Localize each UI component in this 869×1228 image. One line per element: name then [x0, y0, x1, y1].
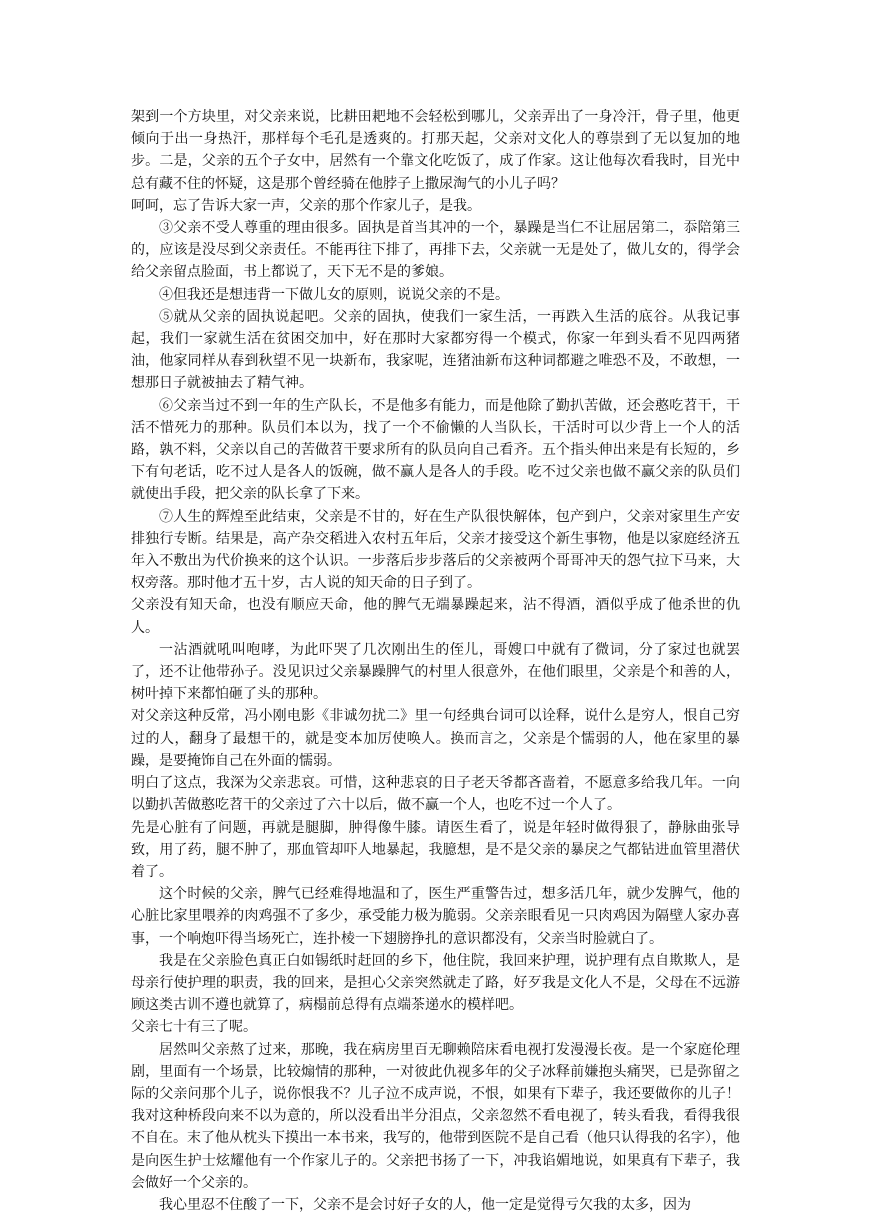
paragraph: 居然叫父亲熬了过来，那晚，我在病房里百无聊赖陪床看电视打发漫漫长夜。是一个家庭伦理剧，里面有一个场景，比较煽情的那种，一对彼此仇视多年的父子冰释前嫌抱头痛哭，已是弥留之际的父亲问那个儿子，说你恨我不？儿子泣不成声说，不恨，如果有下辈子，我还要做你的儿子！我对这种桥段向来不以为意的，所以没看出半分泪点，父亲忽然不看电视了，转头看我，看得我很不自在。末了他从枕头下摸出一本书来，我写的，他带到医院不是自己看（他只认得我的名字），他是向医生护士炫耀他有一个作家儿子的。父亲把书扬了一下，冲我谄媚地说，如果真有下辈子，我会做好一个父亲的。	[131, 1041, 740, 1191]
paragraph: ④但我还是想违背一下做儿女的原则，说说父亲的不是。	[159, 286, 509, 303]
paragraph: 对父亲这种反常，冯小刚电影《非诚勿扰二》里一句经典台词可以诠释，说什么是穷人，恨自己穷过的人，翻身了最想干的，就是变本加厉使唤人。换而言之，父亲是个懦弱的人，他在家里的暴躁，是要掩饰自己在外面的懦弱。	[131, 708, 740, 769]
paragraph: ③父亲不受人尊重的理由很多。固执是首当其冲的一个，暴躁是当仁不让屈居第二，忝陪第三的，应该是没尽到父亲责任。不能再往下排了，再排下去，父亲就一无是处了，做儿女的，得学会给父亲留点脸面，书上都说了，天下无不是的爹娘。	[131, 220, 740, 281]
paragraph: 先是心脏有了问题，再就是腿脚，肿得像牛膝。请医生看了，说是年轻时做得狠了，静脉曲张导致，用了药，腿不肿了，那血管却吓人地暴起，我臆想，是不是父亲的暴戾之气都钻进血管里潜伏着了。	[131, 819, 740, 880]
paragraph: ⑥父亲当过不到一年的生产队长，不是他多有能力，而是他除了勤扒苦做，还会憨吃苕干，干活不惜死力的那种。队员们本以为，找了一个不偷懒的人当队长，干活时可以少背上一个人的活路，孰不料，父亲以自己的苦做苕干要求所有的队员向自己看齐。五个指头伸出来是有长短的，乡下有句老话，吃不过人是各人的饭碗，做不赢人是各人的手段。吃不过父亲也做不赢父亲的队员们就使出手段，把父亲的队长拿了下来。	[131, 397, 740, 503]
paragraph: 明白了这点，我深为父亲悲哀。可惜，这种悲哀的日子老天爷都吝啬着，不愿意多给我几年。一向以勤扒苦做憨吃苕干的父亲过了六十以后，做不赢一个人，也吃不过一个人了。	[131, 775, 740, 814]
article-body	[131, 106, 740, 1216]
paragraph: 这个时候的父亲，脾气已经难得地温和了，医生严重警告过，想多活几年，就少发脾气，他的心脏比家里喂养的肉鸡强不了多少，承受能力极为脆弱。父亲亲眼看见一只肉鸡因为隔壁人家办喜事，一个响炮吓得当场死亡，连扑棱一下翅膀挣扎的意识都没有，父亲当时脸就白了。	[131, 886, 740, 947]
paragraph: 架到一个方块里，对父亲来说，比耕田耙地不会轻松到哪儿，父亲弄出了一身冷汗，骨子里，他更倾向于出一身热汗，那样每个毛孔是透爽的。打那天起，父亲对文化人的尊崇到了无以复加的地步。二是，父亲的五个子女中，居然有一个靠文化吃饭了，成了作家。这让他每次看我时，目光中总有藏不住的怀疑，这是那个曾经骑在他脖子上撒尿淘气的小儿子吗？	[131, 109, 740, 192]
paragraph: 我是在父亲脸色真正白如锡纸时赶回的乡下，他住院，我回来护理，说护理有点自欺欺人，是母亲行使护理的职责，我的回来，是担心父亲突然就走了路，好歹我是文化人不是，父母在不远游顾这类古训不遵也就算了，病榻前总得有点端茶递水的模样吧。	[131, 952, 740, 1014]
paragraph: 父亲没有知天命，也没有顺应天命，他的脾气无端暴躁起来，沾不得酒，酒似乎成了他杀世的仇人。	[131, 597, 740, 636]
paragraph: 一沾酒就吼叫咆哮，为此吓哭了几次刚出生的侄儿，哥嫂口中就有了微词，分了家过也就罢了，还不让他带孙子。没见识过父亲暴躁脾气的村里人很意外，在他们眼里，父亲是个和善的人，树叶掉下来都怕砸了头的那种。	[131, 641, 740, 703]
paragraph: 我心里忍不住酸了一下，父亲不是会讨好子女的人，他一定是觉得亏欠我的太多，因为	[159, 1196, 691, 1213]
paragraph: ⑤就从父亲的固执说起吧。父亲的固执，使我们一家生活，一再跌入生活的底谷。从我记事起，我们一家就生活在贫困交加中，好在那时大家都穷得一个模式，你家一年到头看不见四两猪油，他家同样从春到秋望不见一块新布，我家呢，连猪油新布这种词都避之唯恐不及，不敢想，一想那日子就被抽去了精气神。	[131, 308, 740, 392]
paragraph: 呵呵，忘了告诉大家一声，父亲的那个作家儿子，是我。	[131, 197, 481, 214]
paragraph: 父亲七十有三了呢。	[131, 1019, 257, 1036]
paragraph: ⑦人生的辉煌至此结束，父亲是不甘的，好在生产队很快解体，包产到户，父亲对家里生产安排独行专断。结果是，高产杂交稻进入农村五年后，父亲才接受这个新生事物，他是以家庭经济五年入不敷出为代价换来的这个认识。一步落后步步落后的父亲被两个哥哥冲天的怨气拉下马来，大权旁落。那时他才五十岁，古人说的知天命的日子到了。	[131, 508, 740, 592]
